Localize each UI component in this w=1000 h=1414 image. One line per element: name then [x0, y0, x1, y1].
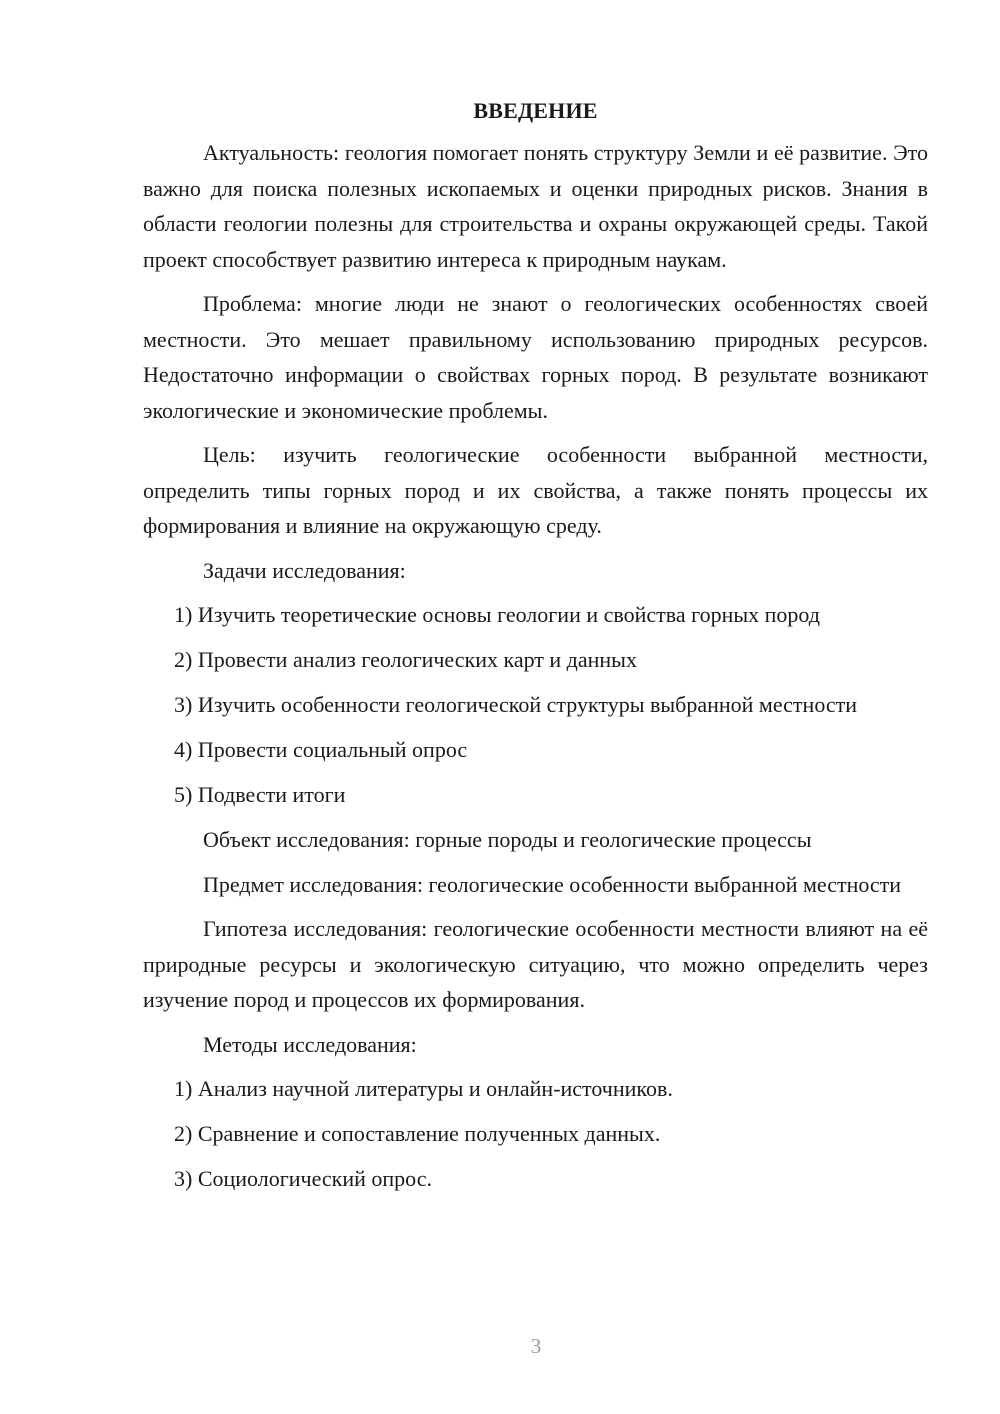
task-item: 3) Изучить особенности геологической структуры выбранной местности — [174, 692, 858, 717]
tasks-title: Задачи исследования: — [203, 557, 406, 583]
hypothesis-paragraph: Гипотеза исследования: геологические особенности местности влияют на её природные ресурсы и экологическую ситуацию, что можно определить через изучение пород и процессов их формирования. — [143, 916, 928, 1012]
section-heading: ВВЕДЕНИЕ — [473, 98, 598, 123]
relevance-paragraph: Актуальность: геология помогает понять структуру Земли и её развитие. Это важно для поиска полезных ископаемых и оценки природных рисков. Знания в области геологии полезны для строительства и охраны окружающей среды. Такой проект способствует развитию интереса к природным наукам. — [143, 140, 928, 272]
problem-paragraph: Проблема: многие люди не знают о геологических особенностях своей местности. Это мешает правильному использованию природных ресурсов. Недостаточно информации о свойствах горных пород. В результате возникают экологические и экономические проблемы. — [143, 291, 928, 423]
method-item: 1) Анализ научной литературы и онлайн-источников. — [174, 1076, 673, 1101]
task-item: 1) Изучить теоретические основы геологии и свойства горных пород — [174, 602, 820, 627]
goal-paragraph: Цель: изучить геологические особенности выбранной местности, определить типы горных пород и их свойства, а также понять процессы их формирования и влияние на окружающую среду. — [143, 442, 928, 538]
method-item: 3) Социологический опрос. — [174, 1166, 432, 1191]
methods-title: Методы исследования: — [203, 1031, 417, 1057]
page-number: 3 — [530, 1334, 542, 1358]
page-content — [143, 96, 928, 1206]
task-item: 4) Провести социальный опрос — [174, 737, 468, 762]
object-paragraph: Объект исследования: горные породы и геологические процессы — [203, 827, 812, 852]
task-item: 2) Провести анализ геологических карт и данных — [174, 647, 637, 672]
subject-paragraph: Предмет исследования: геологические особенности выбранной местности — [203, 871, 902, 897]
task-item: 5) Подвести итоги — [174, 782, 346, 807]
method-item: 2) Сравнение и сопоставление полученных данных. — [174, 1121, 661, 1146]
